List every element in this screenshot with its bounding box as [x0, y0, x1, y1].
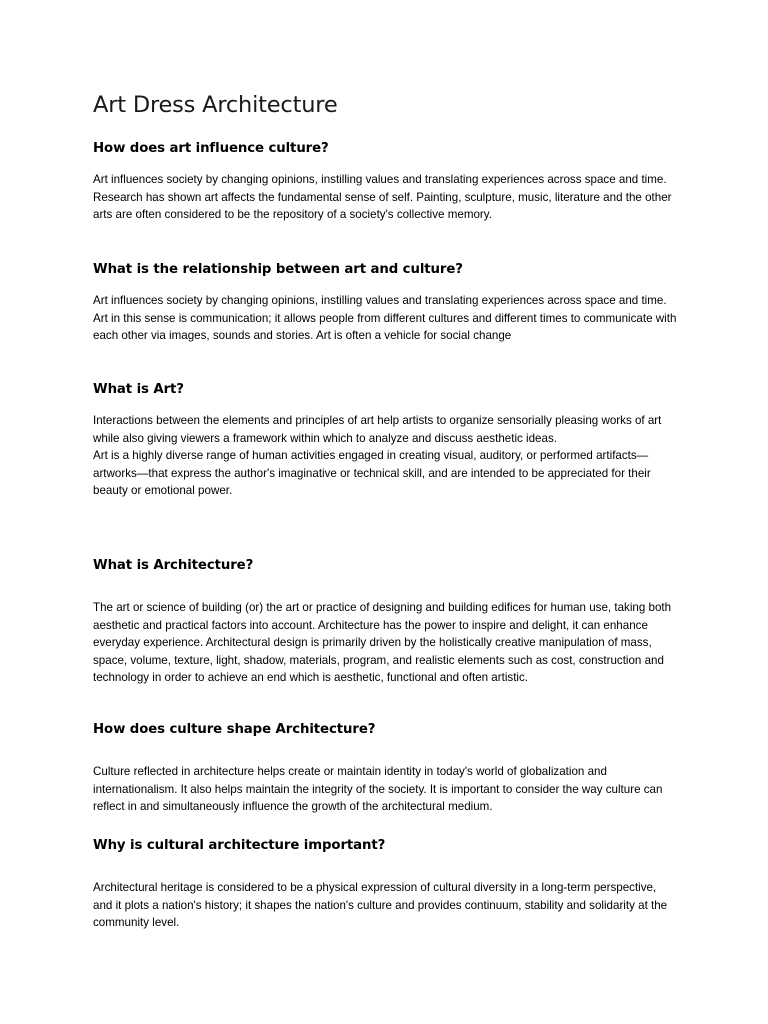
document-title: Art Dress Architecture	[93, 92, 338, 118]
section-heading: What is Architecture?	[93, 558, 254, 573]
section-what-is-architecture	[93, 556, 678, 687]
section-paragraph: Architectural heritage is considered to be a physical expression of cultural diversity in a long-term perspective, and it plots a nation's history; it shapes the nation's culture and provides continuum, stability and solidarity at the community level.	[93, 881, 668, 930]
section-culture-shape-architecture	[93, 720, 678, 816]
section-art-culture-relationship	[93, 260, 678, 345]
section-paragraph: Art influences society by changing opinions, instilling values and translating experiences across space and time. Research has shown art affects the fundamental sense of self. Painting, sculpture, music, literature and the other arts are often considered to be the repository of a society's collective memory.	[93, 173, 672, 222]
section-art-influence-culture	[93, 139, 678, 224]
section-paragraph: Culture reflected in architecture helps create or maintain identity in today's world of globalization and internationalism. It also helps maintain the integrity of the society. It is important to consider the way culture can reflect in and simultaneously influence the growth of the architectural medium.	[93, 765, 663, 814]
section-paragraph: Art influences society by changing opinions, instilling values and translating experiences across space and time. Art in this sense is communication; it allows people from different cultures and different times to communicate with each other via images, sounds and stories. Art is often a vehicle for social change	[93, 294, 677, 343]
section-heading: What is Art?	[93, 382, 184, 397]
section-cultural-architecture-importance	[93, 836, 678, 932]
section-what-is-art	[93, 380, 678, 500]
section-paragraph: Art is a highly diverse range of human activities engaged in creating visual, auditory, or performed artifacts— artworks—that express the author's imaginative or technical skill, and are intended to be appreciated for their beauty or emotional power.	[93, 449, 651, 498]
section-heading: Why is cultural architecture important?	[93, 838, 386, 853]
section-paragraph: The art or science of building (or) the art or practice of designing and building edifices for human use, taking both aesthetic and practical factors into account. Architecture has the power to inspire and delight, it can enhance everyday experience. Architectural design is primarily driven by the holistically creative manipulation of mass, space, volume, texture, light, shadow, materials, program, and realistic elements such as cost, construction and technology in order to achieve an end which is aesthetic, functional and often artistic.	[93, 601, 672, 685]
section-heading: What is the relationship between art and culture?	[93, 262, 463, 277]
section-heading: How does art influence culture?	[93, 141, 329, 156]
section-paragraph: Interactions between the elements and principles of art help artists to organize sensorially pleasing works of art while also giving viewers a framework within which to analyze and discuss aesthetic ideas.	[93, 414, 662, 445]
section-heading: How does culture shape Architecture?	[93, 722, 376, 737]
